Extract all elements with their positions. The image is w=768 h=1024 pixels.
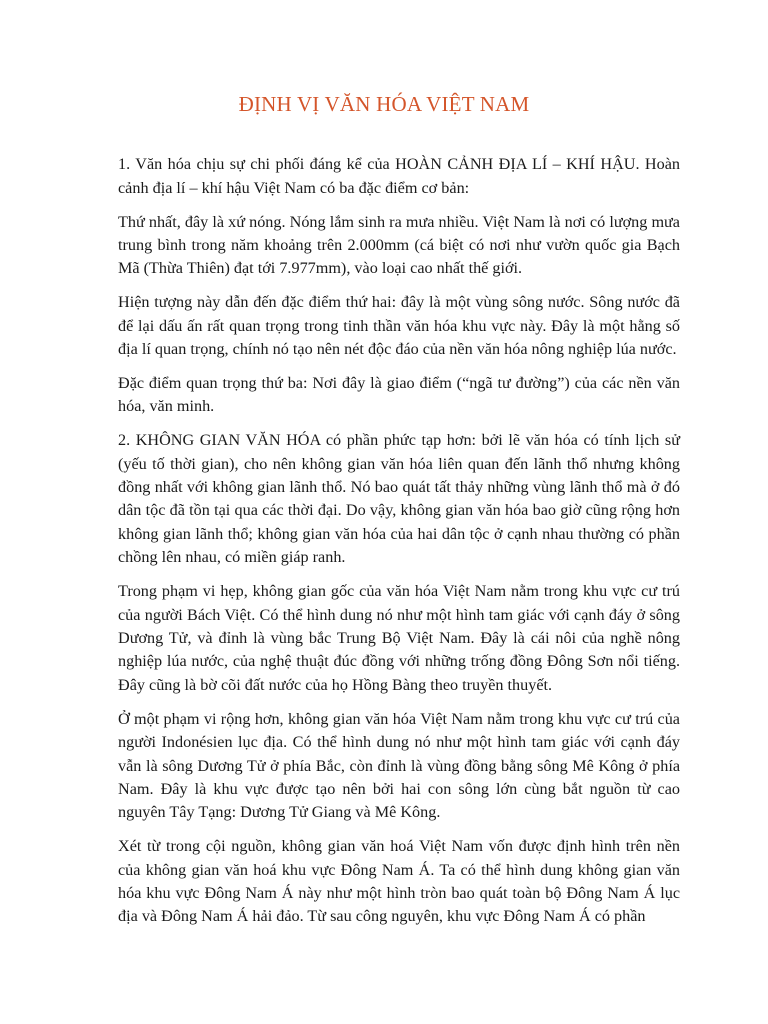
paragraph-5: 2. KHÔNG GIAN VĂN HÓA có phần phức tạp hơn: bởi lẽ văn hóa có tính lịch sử (yếu tố thời gian), cho nên không gian văn hóa liên quan đến lãnh thổ nhưng không đồng nhất với không gian lãnh thổ. Nó bao quát tất thảy những vùng lãnh thổ mà ở đó dân tộc đã tồn tại qua các thời đại. Do vậy, không gian văn hóa bao giờ cũng rộng hơn không gian lãnh thổ; không gian văn hóa của hai dân tộc ở cạnh nhau thường có phần chồng lên nhau, có miền giáp ranh. (118, 431, 680, 567)
paragraph-6: Trong phạm vi hẹp, không gian gốc của văn hóa Việt Nam nằm trong khu vực cư trú của người Bách Việt. Có thể hình dung nó như một hình tam giác với cạnh đáy ở sông Dương Tử, và đỉnh là vùng bắc Trung Bộ Việt Nam. Đây là cái nôi của nghề nông nghiệp lúa nước, của nghệ thuật đúc đồng với những trống đồng Đông Sơn nổi tiếng. Đây cũng là bờ cõi đất nước của họ Hồng Bàng theo truyền thuyết. (118, 582, 680, 694)
paragraph-3: Hiện tượng này dẫn đến đặc điểm thứ hai: đây là một vùng sông nước. Sông nước đã để lại dấu ấn rất quan trọng trong tinh thần văn hóa khu vực này. Đây là một hằng số địa lí quan trọng, chính nó tạo nên nét độc đáo của nền văn hóa nông nghiệp lúa nước. (118, 293, 680, 359)
document-title: ĐỊNH VỊ VĂN HÓA VIỆT NAM (238, 92, 530, 116)
paragraph-7: Ở một phạm vi rộng hơn, không gian văn hóa Việt Nam nằm trong khu vực cư trú của người Indonésien lục địa. Có thể hình dung nó như một hình tam giác với cạnh đáy vẫn là sông Dương Tử ở phía Bắc, còn đỉnh là vùng đồng bằng sông Mê Kông ở phía Nam. Đây là khu vực được tạo nên bởi hai con sông lớn cùng bắt nguồn từ cao nguyên Tây Tạng: Dương Tử Giang và Mê Kông. (118, 709, 680, 822)
paragraph-8: Xét từ trong cội nguồn, không gian văn hoá Việt Nam vốn được định hình trên nền của không gian văn hoá khu vực Đông Nam Á. Ta có thể hình dung không gian văn hóa khu vực Đông Nam Á này như một hình tròn bao quát toàn bộ Đông Nam Á lục địa và Đông Nam Á hải đảo. Từ sau công nguyên, khu vực Đông Nam Á có phần (118, 837, 680, 926)
paragraph-1: 1. Văn hóa chịu sự chi phối đáng kể của HOÀN CẢNH ĐỊA LÍ – KHÍ HẬU. Hoàn cảnh địa lí – khí hậu Việt Nam có ba đặc điểm cơ bản: (118, 155, 680, 197)
paragraph-2: Thứ nhất, đây là xứ nóng. Nóng lắm sinh ra mưa nhiều. Việt Nam là nơi có lượng mưa trung bình trong năm khoảng trên 2.000mm (cá biệt có nơi như vườn quốc gia Bạch Mã (Thừa Thiên) đạt tới 7.977mm), vào loại cao nhất thế giới. (118, 212, 680, 278)
paragraph-4: Đặc điểm quan trọng thứ ba: Nơi đây là giao điểm (“ngã tư đường”) của các nền văn hóa, văn minh. (118, 373, 680, 416)
